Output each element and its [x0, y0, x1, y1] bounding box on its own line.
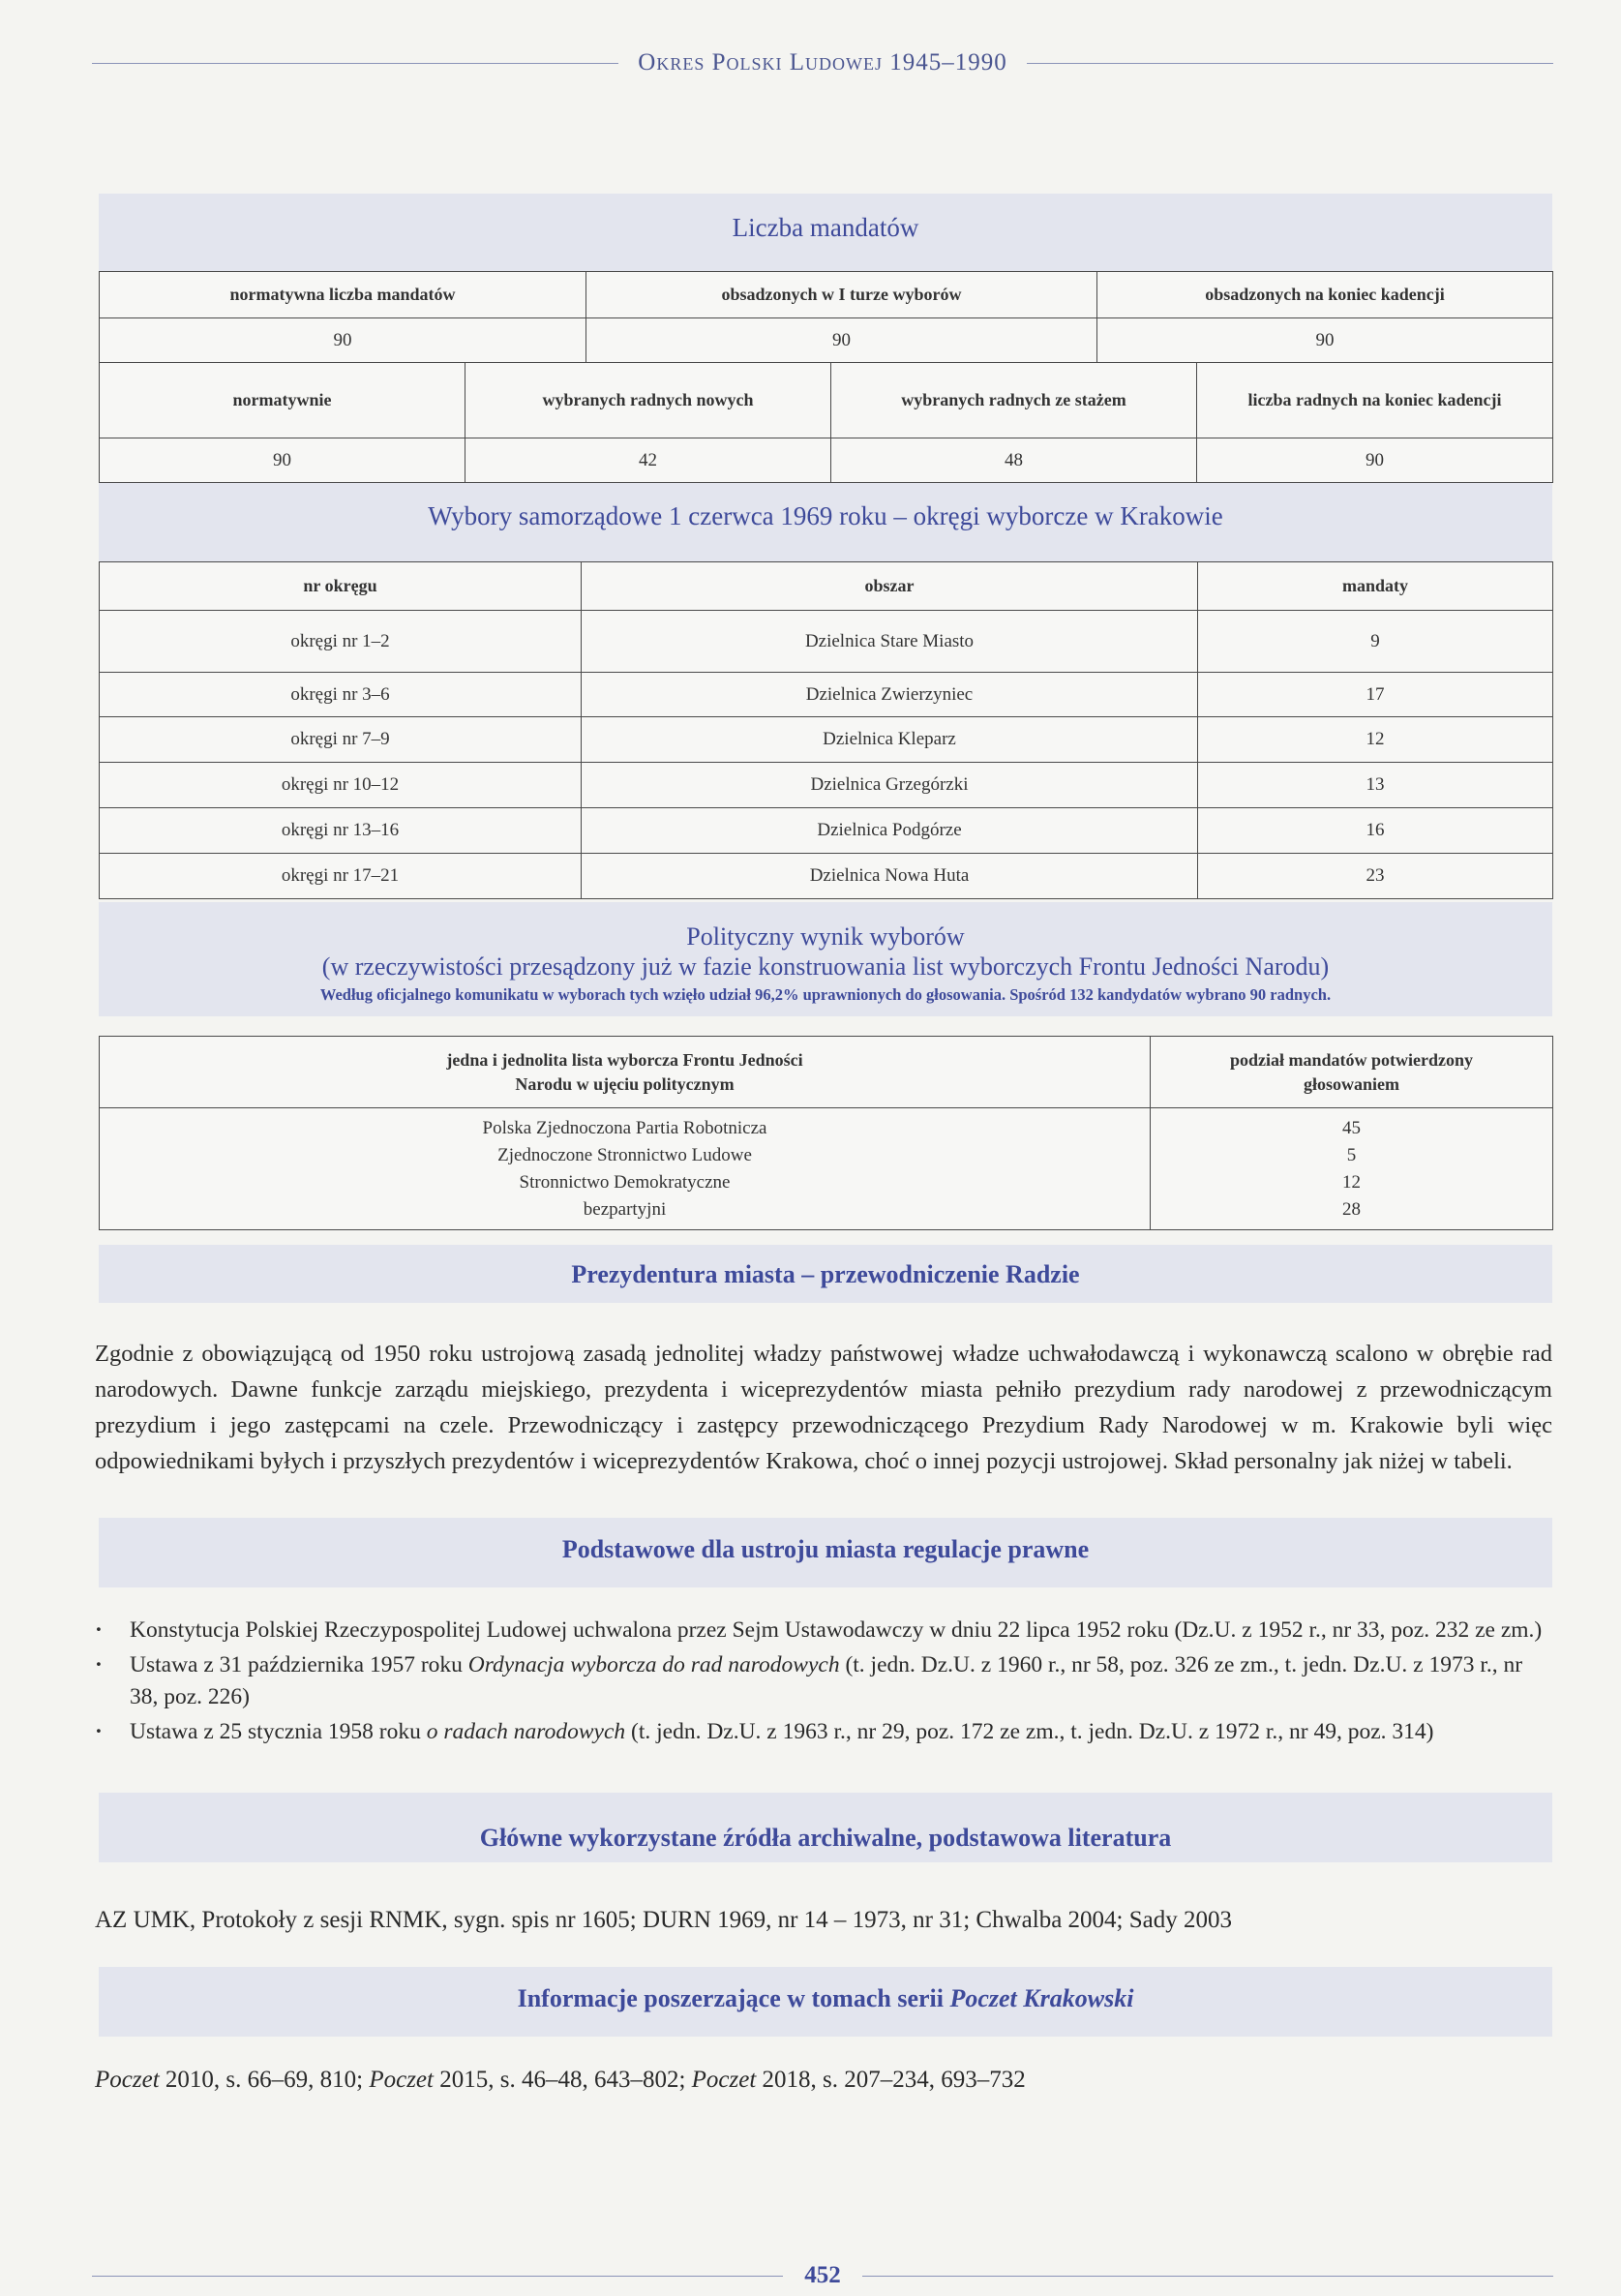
section-title-regulacje: Podstawowe dla ustroju miasta regulacje prawne — [561, 1535, 1090, 1563]
regulations-list — [95, 1615, 1552, 1751]
table-cell: okręgi nr 7–9 — [100, 717, 582, 763]
seats-list-cell — [1151, 1108, 1553, 1230]
section-title-zrodla: Główne wykorzystane źródła archiwalne, podstawowa literatura — [479, 1824, 1172, 1852]
table-header: wybranych radnych nowych — [465, 363, 831, 438]
list-item: Stronnictwo Demokratyczne — [519, 1171, 731, 1193]
page-footer — [92, 2261, 1553, 2290]
table-cell: okręgi nr 3–6 — [100, 673, 582, 717]
table-row — [100, 808, 1553, 854]
section-title-mandaty: Liczba mandatów — [732, 213, 919, 242]
table-header: obszar — [582, 562, 1198, 611]
table-header: liczba radnych na koniec kadencji — [1197, 363, 1553, 438]
section-title-poczet: Informacje poszerzające w tomach serii Poczet Krakowski — [517, 1984, 1134, 2012]
table-cell: Dzielnica Stare Miasto — [582, 611, 1198, 673]
table-cell: okręgi nr 1–2 — [100, 611, 582, 673]
poczet-references: Poczet 2010, s. 66–69, 810; Poczet 2015, s. 46–48, 643–802; Poczet 2018, s. 207–234, 693–732 — [95, 2067, 1026, 2093]
divider — [862, 2276, 1553, 2277]
list-item: Zjednoczone Stronnictwo Ludowe — [497, 1144, 752, 1165]
table-cell: 90 — [586, 318, 1097, 363]
table-cell: Dzielnica Kleparz — [582, 717, 1198, 763]
divider — [92, 2276, 783, 2277]
section-note-wynik: Według oficjalnego komunikatu w wyborach tych wzięło udział 96,2% uprawnionych do głosowania. Spośród 132 kandydatów wybrano 90 radnych. — [319, 985, 1332, 1004]
table-row — [100, 763, 1553, 808]
table-header: jedna i jednolita lista wyborcza Frontu Jedności Narodu w ujęciu politycznym — [100, 1037, 1151, 1108]
table-row — [100, 673, 1553, 717]
mandaty-table-1 — [99, 271, 1553, 363]
table-header: nr okręgu — [100, 562, 582, 611]
table-cell: 17 — [1198, 673, 1553, 717]
table-row — [100, 611, 1553, 673]
list-item: Polska Zjednoczona Partia Robotnicza — [482, 1117, 767, 1138]
table-cell: 9 — [1198, 611, 1553, 673]
section-title-wynik: Polityczny wynik wyborów — [686, 922, 965, 951]
table-header: obsadzonych w I turze wyborów — [586, 272, 1097, 318]
list-item: bezpartyjni — [583, 1198, 667, 1220]
section-title-prezydentura: Prezydentura miasta – przewodniczenie Radzie — [571, 1260, 1080, 1288]
running-head — [92, 48, 1553, 77]
list-item: · Ustawa z 31 października 1957 roku Ordynacja wyborcza do rad narodowych (t. jedn. Dz.U. z 1960 r., nr 58, poz. 326 ze zm., t. jedn. Dz.U. z 1973 r., nr 38, poz. 226) — [95, 1649, 1552, 1713]
table-cell: okręgi nr 17–21 — [100, 854, 582, 899]
table-cell: Dzielnica Zwierzyniec — [582, 673, 1198, 717]
table-cell: 90 — [1197, 438, 1553, 483]
table-cell: 48 — [831, 438, 1197, 483]
table-cell: 16 — [1198, 808, 1553, 854]
list-item: 28 — [1342, 1198, 1361, 1220]
table-header: normatywnie — [100, 363, 465, 438]
table-row — [100, 717, 1553, 763]
body-paragraph: Zgodnie z obowiązującą od 1950 roku ustrojową zasadą jednolitej władzy państwowej władze uchwałodawczą i wykonawczą scalono w obrębie rad narodowych. Dawne funkcje zarządu miejskiego, prezydenta i wiceprezydentów miasta pełniło prezydium rady narodowej z przewodniczącym prezydium i jego zastępcami na czele. Przewodniczący i zastępcy przewodniczącego Prezydium Rady Narodowej w m. Krakowie byli więc odpowiednikami byłych i przyszłych prezydentów i wiceprezydentów Krakowa, choć o innej pozycji ustrojowej. Skład personalny jak niżej w tabeli. — [95, 1341, 1552, 1474]
table-cell: Dzielnica Grzegórzki — [582, 763, 1198, 808]
table-cell: 12 — [1198, 717, 1553, 763]
table-header: obsadzonych na koniec kadencji — [1097, 272, 1553, 318]
divider — [1027, 63, 1553, 64]
table-cell: Dzielnica Podgórze — [582, 808, 1198, 854]
wynik-table — [99, 1036, 1553, 1230]
list-item: · Ustawa z 25 stycznia 1958 roku o radach narodowych (t. jedn. Dz.U. z 1963 r., nr 29, poz. 172 ze zm., t. jedn. Dz.U. z 1972 r., nr 49, poz. 314) — [95, 1716, 1552, 1748]
table-cell: 90 — [100, 318, 586, 363]
table-cell: 90 — [1097, 318, 1553, 363]
table-cell: Dzielnica Nowa Huta — [582, 854, 1198, 899]
list-item: 5 — [1346, 1144, 1357, 1165]
party-list-cell — [100, 1108, 1151, 1230]
table-cell: 90 — [100, 438, 465, 483]
mandaty-table-2 — [99, 362, 1553, 483]
table-header: wybranych radnych ze stażem — [831, 363, 1197, 438]
table-cell: 42 — [465, 438, 831, 483]
table-header: normatywna liczba mandatów — [100, 272, 586, 318]
table-cell: okręgi nr 13–16 — [100, 808, 582, 854]
running-title: Okres Polski Ludowej 1945–1990 — [638, 49, 1007, 76]
list-item: 45 — [1342, 1117, 1361, 1138]
table-cell: 23 — [1198, 854, 1553, 899]
okregi-table — [99, 561, 1553, 899]
sources-text: AZ UMK, Protokoły z sesji RNMK, sygn. spis nr 1605; DURN 1969, nr 14 – 1973, nr 31; Chwalba 2004; Sady 2003 — [95, 1907, 1232, 1933]
table-cell: okręgi nr 10–12 — [100, 763, 582, 808]
list-item: 12 — [1342, 1171, 1361, 1193]
table-header: podział mandatów potwierdzony głosowaniem — [1151, 1037, 1553, 1108]
list-item: · Konstytucja Polskiej Rzeczypospolitej Ludowej uchwalona przez Sejm Ustawodawczy w dniu 22 lipca 1952 roku (Dz.U. z 1952 r., nr 33, poz. 232 ze zm.) — [95, 1615, 1552, 1646]
page-number: 452 — [804, 2262, 841, 2288]
section-subtitle-wynik: (w rzeczywistości przesądzony już w fazie konstruowania list wyborczych Frontu Jedności Narodu) — [321, 952, 1330, 981]
divider — [92, 63, 618, 64]
table-row — [100, 854, 1553, 899]
table-header: mandaty — [1198, 562, 1553, 611]
section-title-okregi: Wybory samorządowe 1 czerwca 1969 roku – okręgi wyborcze w Krakowie — [428, 501, 1223, 530]
table-cell: 13 — [1198, 763, 1553, 808]
